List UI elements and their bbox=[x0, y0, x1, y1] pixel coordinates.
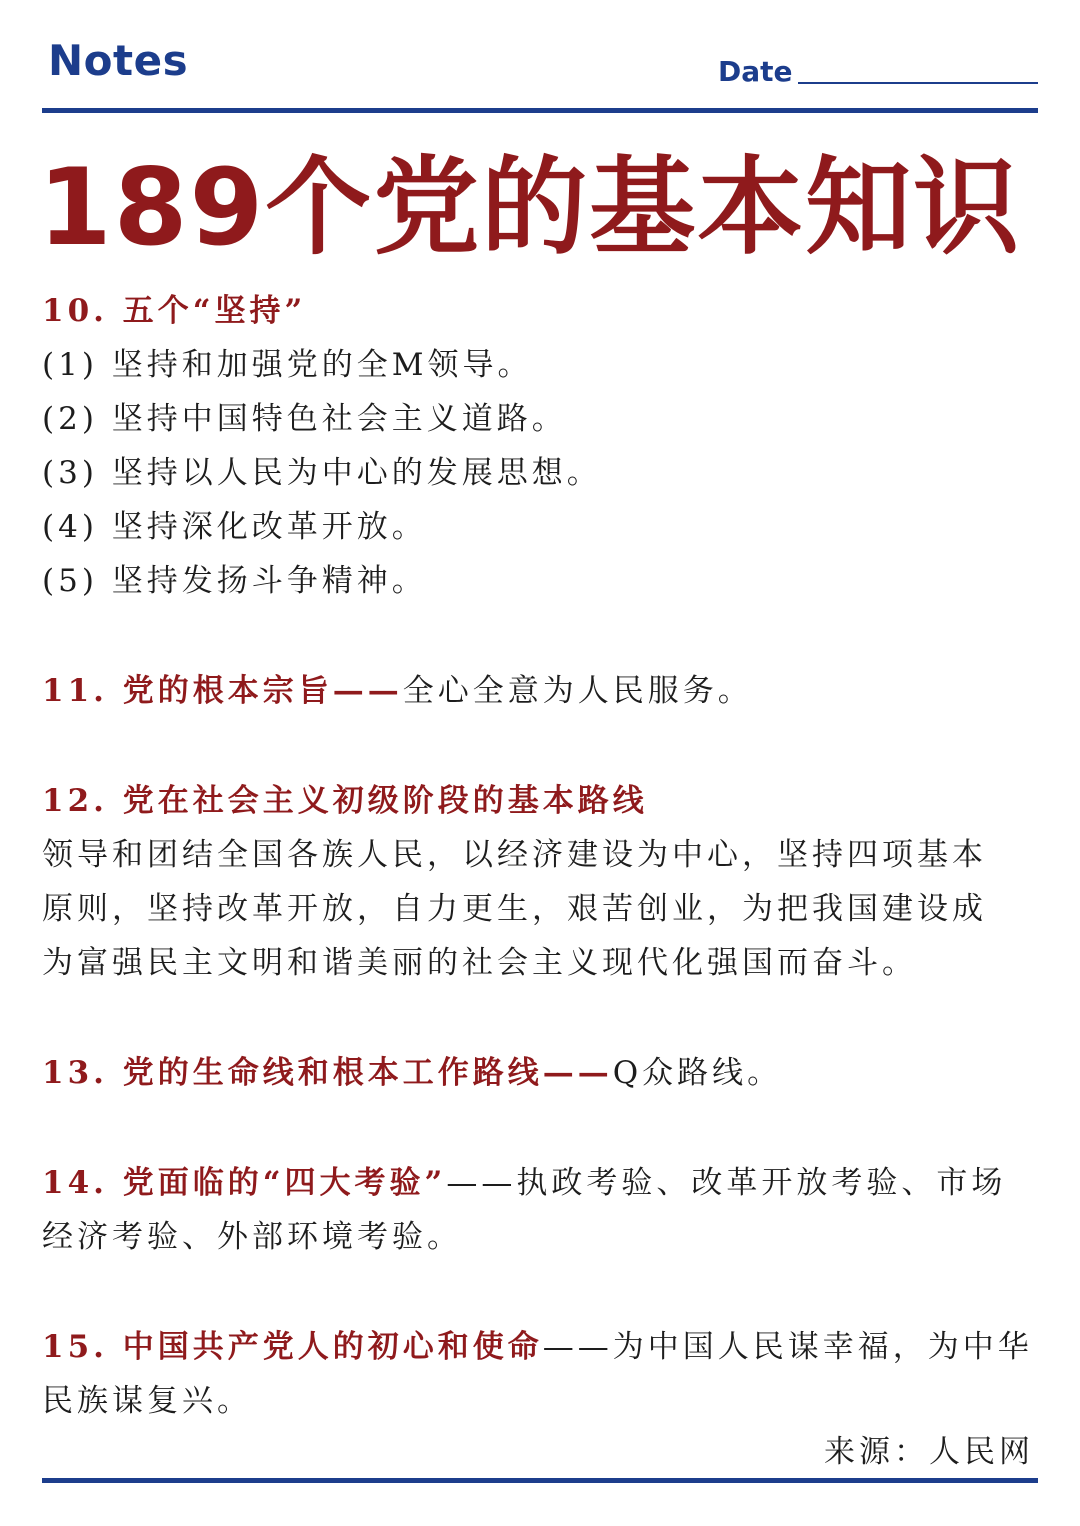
paragraph-line: 经济考验、外部环境考验。 bbox=[42, 1219, 462, 1255]
top-rule bbox=[42, 108, 1038, 113]
list-item: (5) 坚持发扬斗争精神。 bbox=[42, 563, 427, 599]
paragraph-line: 原则，坚持改革开放，自力更生，艰苦创业，为把我国建设成 bbox=[42, 891, 987, 927]
section-text: Q众路线。 bbox=[612, 1055, 783, 1091]
source-credit: 来源：人民网 bbox=[824, 1434, 1034, 1470]
section-heading: 12. 党在社会主义初级阶段的基本路线 bbox=[42, 783, 648, 819]
list-item: (1) 坚持和加强党的全M领导。 bbox=[42, 347, 533, 383]
section-13 bbox=[42, 1046, 1038, 1100]
section-text: 全心全意为人民服务。 bbox=[402, 673, 753, 709]
section-line bbox=[42, 1320, 1038, 1374]
paragraph-line: 领导和团结全国各族人民，以经济建设为中心，坚持四项基本 bbox=[42, 837, 987, 873]
notes-brand: Notes bbox=[48, 36, 189, 85]
section-heading: 15. 中国共产党人的初心和使命 bbox=[42, 1329, 543, 1365]
date-label: Date bbox=[718, 55, 793, 88]
section-line bbox=[42, 664, 1038, 718]
section-15 bbox=[42, 1320, 1038, 1428]
section-12 bbox=[42, 774, 1038, 990]
section-11 bbox=[42, 664, 1038, 718]
date-underline bbox=[798, 82, 1038, 84]
section-text: ——为中国人民谋幸福，为中华 bbox=[542, 1329, 1033, 1365]
section-heading: 13. 党的生命线和根本工作路线—— bbox=[42, 1055, 613, 1091]
list-item: (3) 坚持以人民为中心的发展思想。 bbox=[42, 455, 602, 491]
notes-content bbox=[42, 284, 1038, 1428]
section-heading: 11. 党的根本宗旨—— bbox=[42, 673, 403, 709]
section-heading: 10. 五个“坚持” bbox=[42, 293, 307, 329]
paragraph-line: 民族谋复兴。 bbox=[42, 1383, 252, 1419]
section-heading: 14. 党面临的“四大考验” bbox=[42, 1165, 447, 1201]
paragraph-line: 为富强民主文明和谐美丽的社会主义现代化强国而奋斗。 bbox=[42, 945, 917, 981]
section-text: ——执政考验、改革开放考验、市场 bbox=[446, 1165, 1007, 1201]
list-item: (2) 坚持中国特色社会主义道路。 bbox=[42, 401, 567, 437]
bottom-rule bbox=[42, 1478, 1038, 1483]
page-title: 189个党的基本知识 bbox=[38, 146, 1022, 269]
section-10 bbox=[42, 284, 1038, 608]
section-line bbox=[42, 1156, 1038, 1210]
section-14 bbox=[42, 1156, 1038, 1264]
section-line bbox=[42, 1046, 1038, 1100]
list-item: (4) 坚持深化改革开放。 bbox=[42, 509, 427, 545]
